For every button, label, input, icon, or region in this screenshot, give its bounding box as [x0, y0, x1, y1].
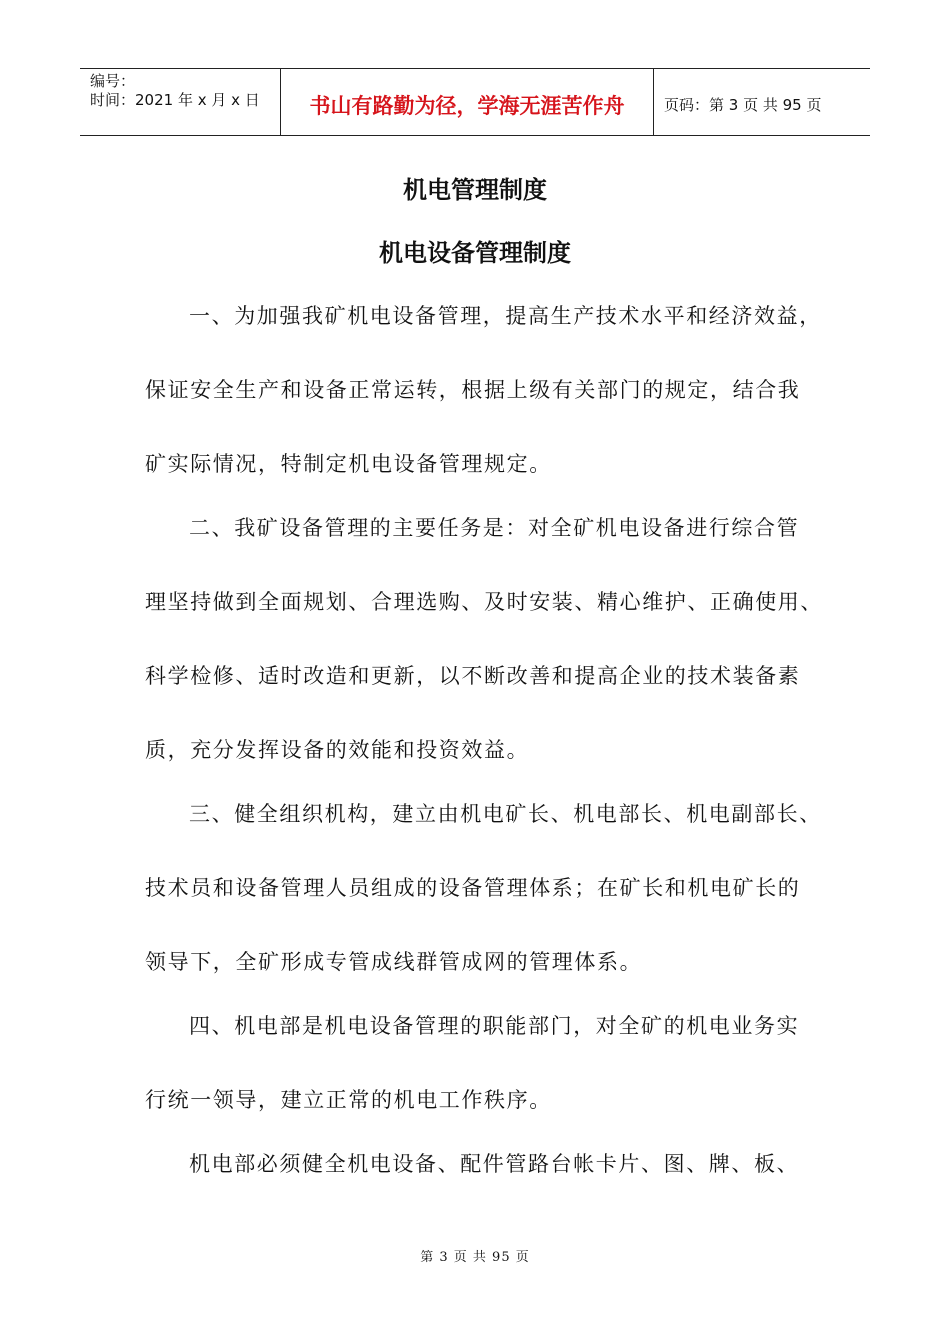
- paragraph-2-line-2: 理坚持做到全面规划、合理选购、及时安装、精心维护、正确使用、: [145, 590, 823, 614]
- header-meta: [80, 69, 281, 135]
- paragraph-1-line-2: 保证安全生产和设备正常运转，根据上级有关部门的规定，结合我: [145, 378, 801, 402]
- paragraph-2-line-3: 科学检修、适时改造和更新，以不断改善和提高企业的技术装备素: [145, 664, 801, 688]
- document-title: 机电管理制度: [403, 176, 547, 204]
- document-number-label: 编号：: [90, 72, 136, 90]
- header-page-info: 页码：第 3 页 共 95 页: [664, 95, 822, 114]
- paragraph-2-line-1: 二、我矿设备管理的主要任务是：对全矿机电设备进行综合管: [189, 516, 800, 540]
- paragraph-2-line-4: 质，充分发挥设备的效能和投资效益。: [145, 738, 530, 762]
- paragraph-1-line-1: 一、为加强我矿机电设备管理，提高生产技术水平和经济效益，: [189, 304, 822, 328]
- paragraph-3-line-1: 三、健全组织机构，建立由机电矿长、机电部长、机电副部长、: [189, 802, 822, 826]
- header-motto: 书山有路勤为径，学海无涯苦作舟: [281, 69, 654, 135]
- paragraph-4-line-1: 四、机电部是机电设备管理的职能部门，对全矿的机电业务实: [189, 1014, 800, 1038]
- paragraph-1-line-3: 矿实际情况，特制定机电设备管理规定。: [145, 452, 552, 476]
- document-subtitle: 机电设备管理制度: [379, 239, 571, 267]
- paragraph-3-line-2: 技术员和设备管理人员组成的设备管理体系；在矿长和机电矿长的: [145, 876, 801, 900]
- page-footer: 第 3 页 共 95 页: [420, 1250, 530, 1265]
- paragraph-4-line-2: 行统一领导，建立正常的机电工作秩序。: [145, 1088, 552, 1112]
- paragraph-5-line-1: 机电部必须健全机电设备、配件管路台帐卡片、图、牌、板、: [189, 1152, 800, 1176]
- document-date-label: 时间：2021 年 x 月 x 日: [90, 91, 260, 109]
- paragraph-3-line-3: 领导下，全矿形成专管成线群管成网的管理体系。: [145, 950, 643, 974]
- page-header: [80, 68, 870, 136]
